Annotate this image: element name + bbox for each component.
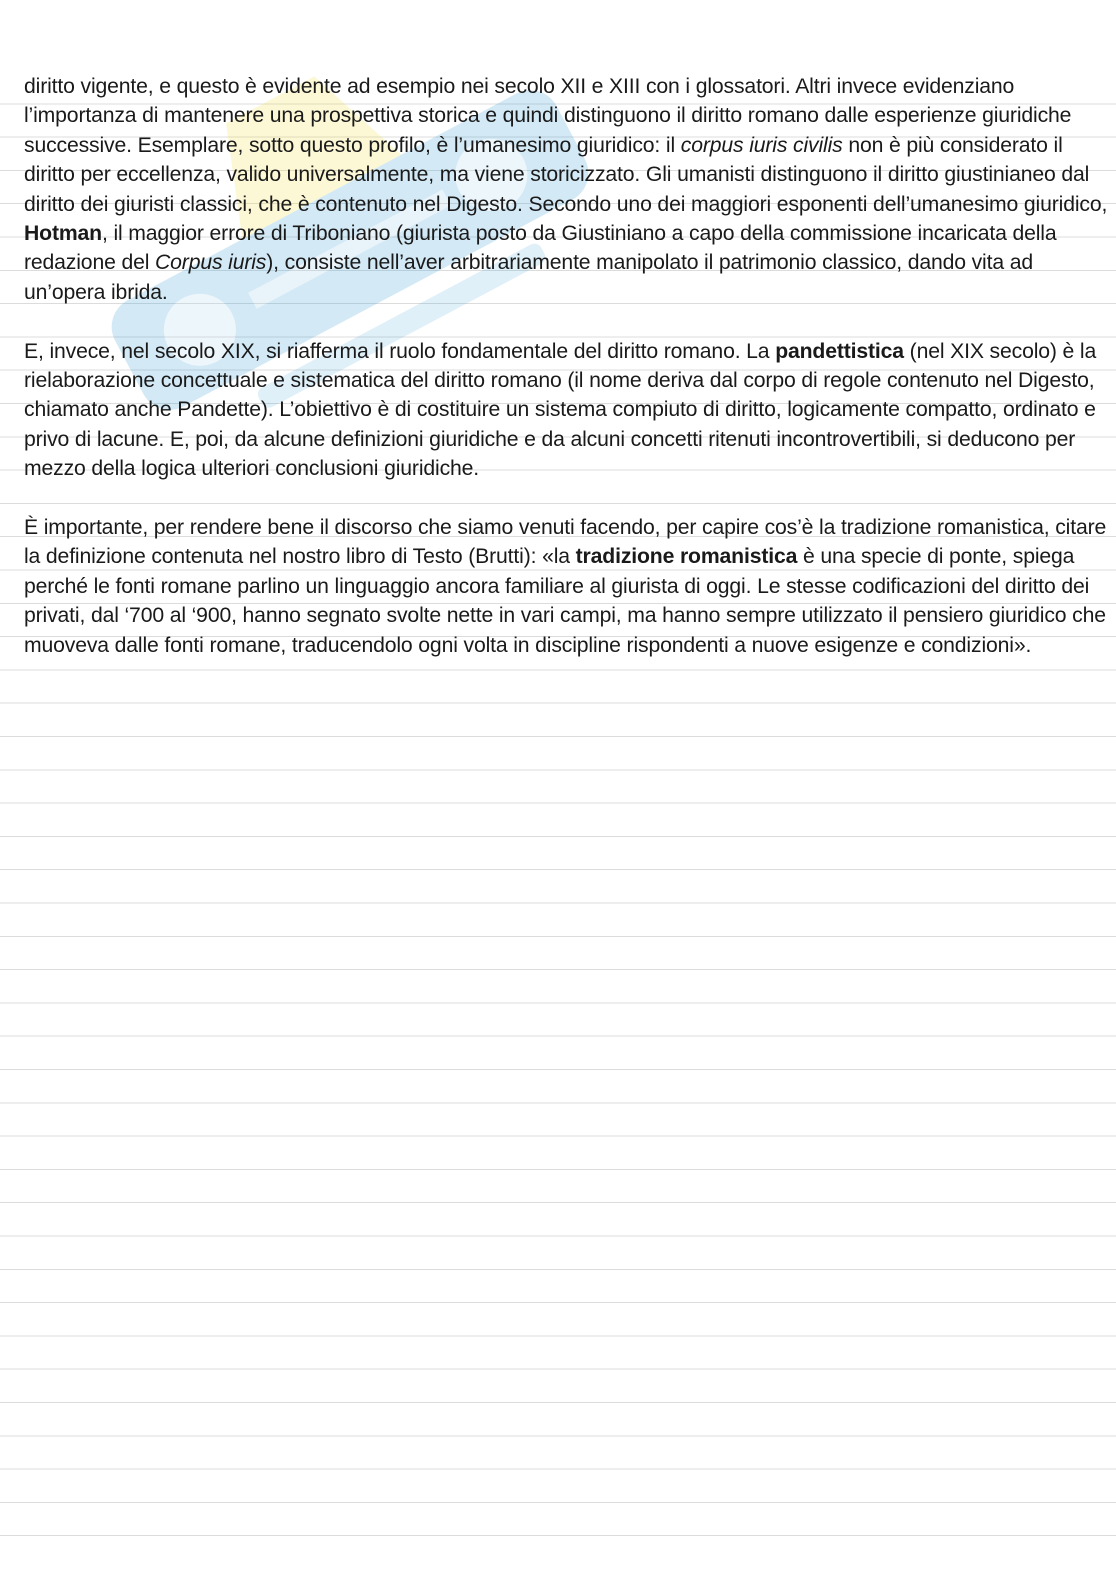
text-run: diritto vigente, e questo è evidente ad esempio nei secolo XII e XIII con i glossatori. Altri invece evidenziano l’importanza di mantenere una prospettiva storica e quindi distinguono il diritto romano dalle esperienze giuridiche successive. Esemplare, sotto questo profilo, è l’umanesimo giuridico: il (24, 75, 1072, 157)
paragraph-tradizione-romanistica (24, 513, 1114, 660)
paragraph-humanism (24, 72, 1114, 307)
document-body (24, 72, 1114, 689)
text-run: (nel XIX secolo) è la rielaborazione concettuale e sistematica del diritto romano (il nome deriva dal corpo di regole contenuto nel Digesto, chiamato anche Pandette). L’obiettivo è di costituire un sistema compiuto di diritto, logicamente compatto, ordinato e privo di lacune. E, poi, da alcune definizioni giuridiche e da alcuni concetti ritenuti incontrovertibili, si deducono per mezzo della logica ulteriori conclusioni giuridiche. (24, 339, 1097, 481)
italic-term: corpus iuris civilis (680, 133, 843, 157)
paragraph-pandettistica (24, 337, 1114, 484)
text-run: , il maggior errore di Triboniano (giurista posto da Giustiniano a capo della commissione incaricata della redazione del (24, 222, 1057, 275)
bold-term: pandettistica (775, 339, 904, 363)
text-run: è una specie di ponte, spiega perché le fonti romane parlino un linguaggio ancora familiare al giurista di oggi. Le stesse codificazioni del diritto dei privati, dal ‘700 al ‘900, hanno segnato svolte nette in vari campi, ma hanno sempre utilizzato il pensiero giuridico che muoveva dalle fonti romane, traducendolo ogni volta in discipline rispondenti a nuove esigenze e condizioni». (24, 545, 1106, 657)
text-run: ), consiste nell’aver arbitrariamente manipolato il patrimonio classico, dando vita ad un’opera ibrida. (24, 251, 1033, 304)
text-run: E, invece, nel secolo XIX, si riafferma il ruolo fondamentale del diritto romano. La (24, 339, 776, 363)
bold-term: Hotman (24, 222, 102, 246)
italic-term: Corpus iuris (155, 251, 267, 275)
bold-term: tradizione romanistica (575, 545, 798, 569)
text-run: non è più considerato il diritto per eccellenza, valido universalmente, ma viene storicizzato. Gli umanisti distinguono il diritto giustinianeo dal diritto dei giuristi classici, che è contenuto nel Digesto. Secondo uno dei maggiori esponenti dell’umanesimo giuridico, (24, 133, 1108, 216)
text-run: È importante, per rendere bene il discorso che siamo venuti facendo, per capire cos’è la tradizione romanistica, citare la definizione contenuta nel nostro libro di Testo (Brutti): «la (24, 516, 1107, 569)
